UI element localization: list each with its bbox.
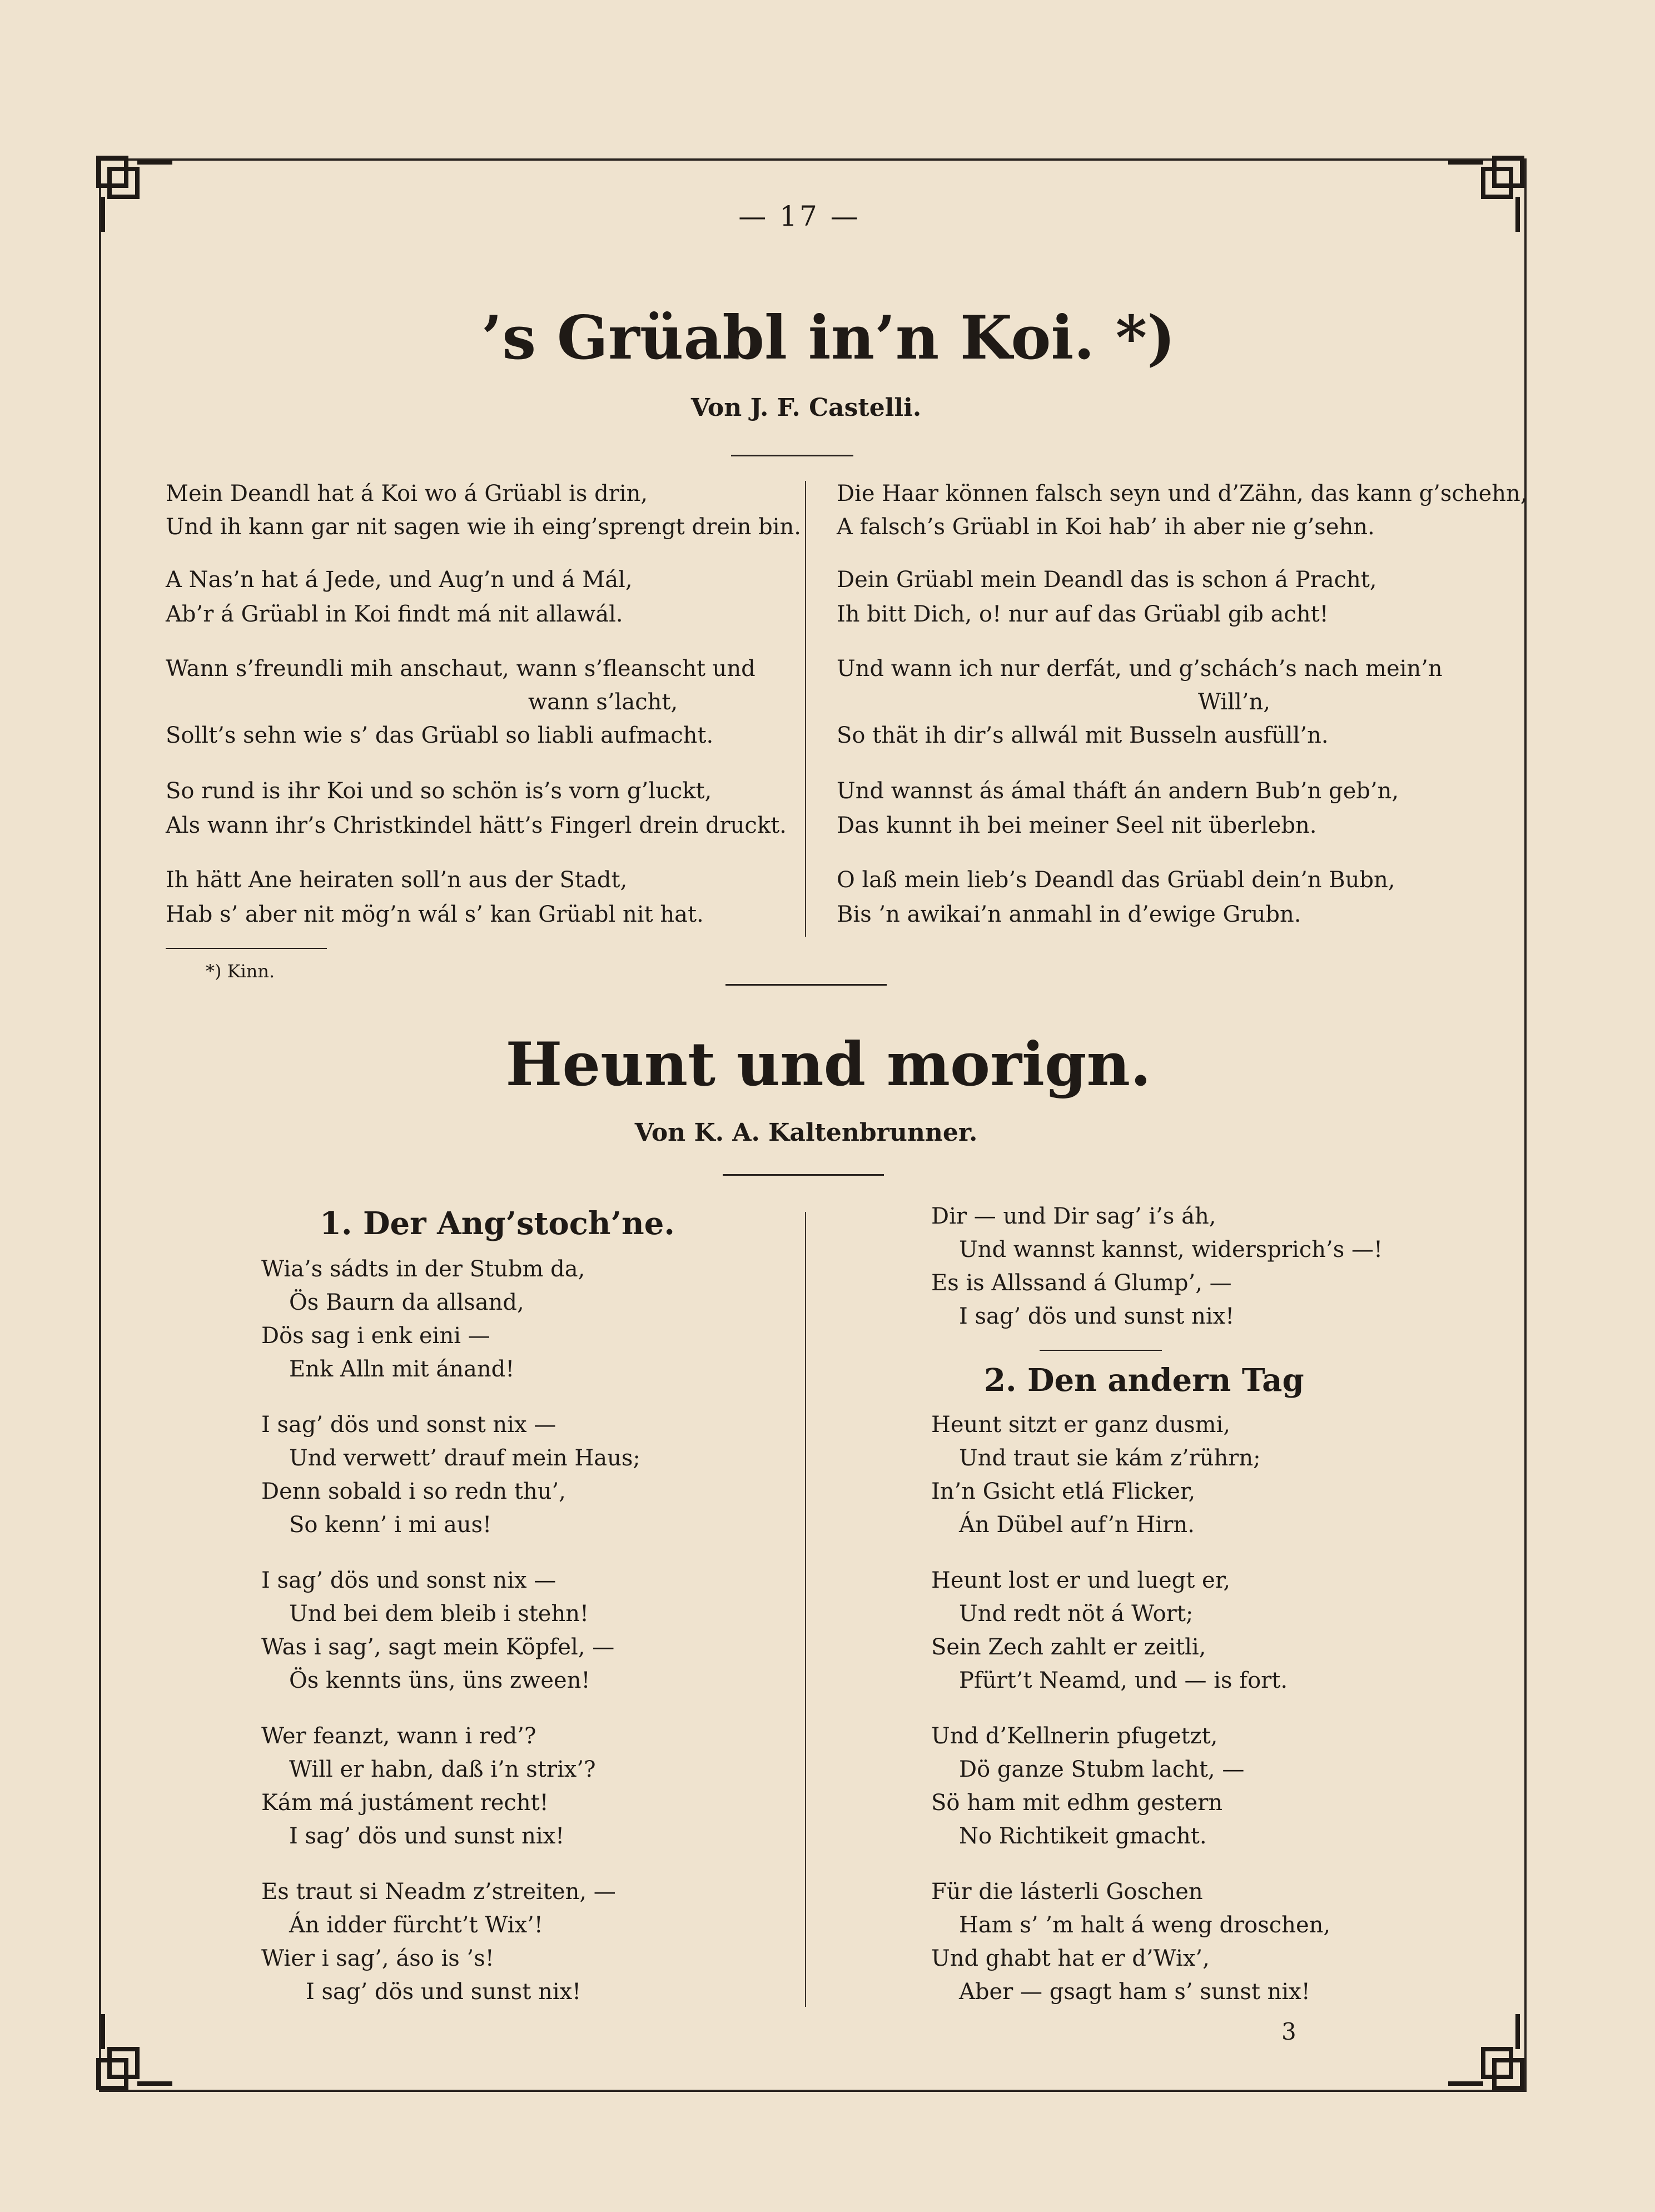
verse-line: Dö ganze Stubm lacht, — — [959, 1757, 1245, 1782]
verse-line: wann s’lacht, — [528, 689, 678, 715]
verse-line: Wer feanzt, wann i red’? — [261, 1723, 536, 1749]
verse-line: Denn sobald i so redn thu’, — [261, 1479, 566, 1504]
verse-line: Aber — gsagt ham s’ sunst nix! — [959, 1979, 1310, 2005]
corner-ornament-icon — [92, 2011, 175, 2095]
verse-line: A falsch’s Grüabl in Koi hab’ ih aber nie g’sehn. — [837, 514, 1375, 540]
verse-line: Ham s’ ’m halt á weng droschen, — [959, 1912, 1331, 1938]
verse-line: I sag’ dös und sonst nix — — [261, 1568, 556, 1593]
verse-line: Ih bitt Dich, o! nur auf das Grüabl gib acht! — [837, 602, 1329, 627]
poem-title: Heunt und morign. — [505, 1030, 1151, 1100]
verse-line: Dös sag i enk eini — — [261, 1323, 490, 1349]
verse-line: Pfürt’t Neamd, und — is fort. — [959, 1668, 1288, 1693]
verse-line: Und bei dem bleib i stehn! — [289, 1601, 589, 1627]
column-divider — [805, 481, 806, 937]
verse-line: Und d’Kellnerin pfugetzt, — [931, 1723, 1218, 1749]
verse-line: Das kunnt ih bei meiner Seel nit überlebn. — [837, 813, 1317, 838]
verse-line: Sein Zech zahlt er zeitli, — [931, 1634, 1206, 1660]
divider-rule — [723, 1174, 884, 1176]
verse-line: Heunt lost er und luegt er, — [931, 1568, 1231, 1593]
verse-line: Wier i sag’, áso is ’s! — [261, 1946, 494, 1971]
verse-line: I sag’ dös und sunst nix! — [289, 1823, 565, 1849]
verse-line: A Nas’n hat á Jede, und Aug’n und á Mál, — [166, 567, 633, 593]
verse-line: Die Haar können falsch seyn und d’Zähn, das kann g’schehn, — [837, 481, 1528, 506]
verse-line: Und ih kann gar nit sagen wie ih eing’sprengt drein bin. — [166, 514, 802, 540]
poem-author: Von J. F. Castelli. — [690, 394, 922, 422]
verse-line: Und wannst kannst, widersprich’s —! — [959, 1237, 1383, 1262]
verse-line: Ös kennts üns, üns zween! — [289, 1668, 590, 1693]
verse-line: O laß mein lieb’s Deandl das Grüabl dein’n Bubn, — [837, 867, 1395, 893]
verse-line: Enk Alln mit ánand! — [289, 1356, 515, 1382]
verse-line: Mein Deandl hat á Koi wo á Grüabl is drin, — [166, 481, 648, 506]
verse-line: Und wannst ás ámal tháft án andern Bub’n geb’n, — [837, 778, 1399, 804]
divider-rule — [1040, 1350, 1162, 1351]
verse-line: Will’n, — [1198, 689, 1270, 715]
verse-line: Án idder fürcht’t Wix’! — [289, 1912, 543, 1938]
section-rule — [725, 984, 887, 986]
divider-rule — [731, 455, 853, 456]
verse-line: No Richtikeit gmacht. — [959, 1823, 1207, 1849]
verse-line: Kám má justáment recht! — [261, 1790, 549, 1816]
poem-title: ’s Grüabl in’n Koi. *) — [481, 303, 1176, 373]
verse-line: Bis ’n awikai’n anmahl in d’ewige Grubn. — [837, 902, 1301, 927]
verse-line: Es is Allssand á Glump’, — — [931, 1270, 1232, 1296]
verse-line: Wann s’freundli mih anschaut, wann s’fleanscht und — [166, 656, 756, 682]
verse-line: Heunt sitzt er ganz dusmi, — [931, 1412, 1230, 1438]
verse-line: Und ghabt hat er d’Wix’, — [931, 1946, 1210, 1971]
verse-line: Sö ham mit edhm gestern — [931, 1790, 1223, 1816]
verse-line: Es traut si Neadm z’streiten, — — [261, 1879, 616, 1905]
page-number: — 17 — — [738, 200, 861, 232]
verse-line: Dein Grüabl mein Deandl das is schon á Pracht, — [837, 567, 1377, 593]
verse-line: Ih hätt Ane heiraten soll’n aus der Stadt, — [166, 867, 628, 893]
verse-line: Und traut sie kám z’rührn; — [959, 1445, 1261, 1471]
verse-line: Als wann ihr’s Christkindel hätt’s Fingerl drein druckt. — [166, 813, 787, 838]
verse-line: Án Dübel auf’n Hirn. — [959, 1512, 1195, 1538]
corner-ornament-icon — [1445, 151, 1529, 235]
verse-line: In’n Gsicht etlá Flicker, — [931, 1479, 1196, 1504]
verse-line: Will er habn, daß i’n strix’? — [289, 1757, 596, 1782]
verse-line: Und redt nöt á Wort; — [959, 1601, 1194, 1627]
verse-line: Hab s’ aber nit mög’n wál s’ kan Grüabl nit hat. — [166, 902, 704, 927]
verse-line: Sollt’s sehn wie s’ das Grüabl so liabli aufmacht. — [166, 723, 714, 748]
corner-ornament-icon — [1445, 2011, 1529, 2095]
verse-line: Und wann ich nur derfát, und g’schách’s nach mein’n — [837, 656, 1443, 682]
verse-line: Für die lásterli Goschen — [931, 1879, 1203, 1905]
footnote-rule — [166, 948, 327, 949]
verse-line: Dir — und Dir sag’ i’s áh, — [931, 1204, 1216, 1229]
verse-line: Ab’r á Grüabl in Koi findt má nit allawál. — [166, 602, 623, 627]
verse-line: Ös Baurn da allsand, — [289, 1290, 524, 1315]
verse-line: I sag’ dös und sunst nix! — [959, 1304, 1235, 1329]
signature-mark: 3 — [1281, 2018, 1296, 2045]
verse-line: Wia’s sádts in der Stubm da, — [261, 1256, 585, 1282]
section-heading: 2. Den andern Tag — [984, 1362, 1304, 1399]
verse-line: So kenn’ i mi aus! — [289, 1512, 492, 1538]
verse-line: So rund is ihr Koi und so schön is’s vorn g’luckt, — [166, 778, 712, 804]
verse-line: Was i sag’, sagt mein Köpfel, — — [261, 1634, 615, 1660]
verse-line: Und verwett’ drauf mein Haus; — [289, 1445, 640, 1471]
verse-line: So thät ih dir’s allwál mit Busseln ausfüll’n. — [837, 723, 1329, 748]
poem-author: Von K. A. Kaltenbrunner. — [634, 1119, 978, 1147]
column-divider — [805, 1212, 806, 2007]
corner-ornament-icon — [92, 151, 175, 235]
verse-line: I sag’ dös und sunst nix! — [306, 1979, 582, 2005]
footnote: *) Kinn. — [206, 961, 275, 982]
section-heading: 1. Der Ang’stoch’ne. — [320, 1205, 675, 1242]
verse-line: I sag’ dös und sonst nix — — [261, 1412, 556, 1438]
